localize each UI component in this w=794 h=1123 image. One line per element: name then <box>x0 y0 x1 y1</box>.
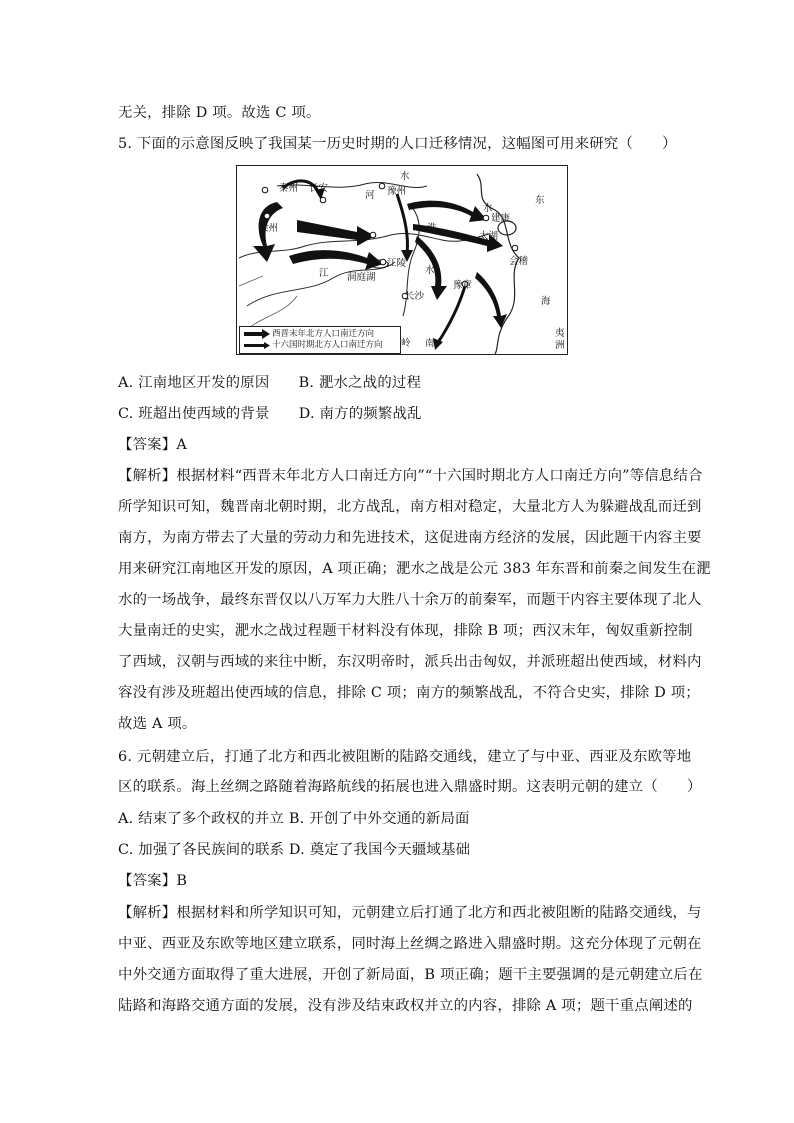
map-label-dong: 东 <box>535 195 545 206</box>
analysis-5: 【解析】根据材料“西晋末年北方人口南迁方向”“十六国时期北方人口南迁方向”等信息结合 <box>118 468 703 484</box>
question-6-stem: 区的联系。海上丝绸之路随着海路航线的拓展也进入鼎盛时期。这表明元朝的建立（ ） <box>118 779 702 795</box>
map-label-jiangling: 江陵 <box>387 258 407 269</box>
analysis-5: 了西域，汉朝与西域的来往中断，东汉明帝时，派兵出击匈奴，并派班超出使西域，材料内 <box>118 654 702 670</box>
map-label-changan: 长安 <box>309 183 329 194</box>
map-label-liangzhou: 梁州 <box>259 223 279 234</box>
answer-6: 【答案】B <box>118 873 188 889</box>
map-label-shui-mid: 水 <box>483 203 493 214</box>
map-label-yuzhou: 豫州 <box>387 186 407 197</box>
legend-western-jin: 西晋末年北方人口南迁方向 <box>272 329 375 339</box>
map-label-kuaiji: 会稽 <box>509 256 529 267</box>
map-label-nan: 南 <box>425 338 435 349</box>
map-label-jiankang: 建康 <box>491 213 511 224</box>
map-label-yi: 夷 <box>555 328 565 339</box>
map-label-huai: 淮 <box>427 223 437 234</box>
map-label-jiang: 江 <box>319 268 329 279</box>
question-6-stem: 6. 元朝建立后，打通了北方和西北被阻断的陆路交通线，建立了与中亚、西亚及东欧等地 <box>118 749 692 765</box>
option-5-cd: C. 班超出使西域的背景 D. 南方的频繁战乱 <box>118 406 422 422</box>
analysis-5: 所学知识可知，魏晋南北朝时期，北方战乱，南方相对稳定，大量北方人为躲避战乱而迁到 <box>118 499 702 515</box>
map-label-yuzhang: 豫章 <box>453 280 473 291</box>
map-label-shui-top: 水 <box>400 171 410 182</box>
text-line: 无关，排除 D 项。故选 C 项。 <box>118 105 321 121</box>
analysis-6: 中外交通方面取得了重大进展，开创了新局面，B 项正确；题干主要强调的是元朝建立后在 <box>118 967 703 983</box>
analysis-5: 南方，为南方带去了大量的劳动力和先进技术，这促进南方经济的发展，因此题干内容主要 <box>118 530 702 546</box>
question-5-stem: 5. 下面的示意图反映了我国某一历史时期的人口迁移情况，这幅图可用来研究（ ） <box>118 136 677 152</box>
analysis-5: 大量南迁的史实，淝水之战过程题干材料没有体现，排除 B 项；西汉末年，匈奴重新控制 <box>118 623 693 639</box>
map-label-shui-low: 水 <box>425 265 435 276</box>
map-label-he: 河 <box>365 190 375 201</box>
map-label-zhou: 洲 <box>555 340 565 351</box>
map-label-dongtinghu: 洞庭湖 <box>347 272 376 283</box>
analysis-6: 中亚、西亚及东欧等地区建立联系，同时海上丝绸之路进入鼎盛时期。这充分体现了元朝在 <box>118 936 702 952</box>
map-label-changsha: 长沙 <box>405 291 425 302</box>
option-5-ab: A. 江南地区开发的原因 B. 淝水之战的过程 <box>118 375 422 391</box>
analysis-6: 【解析】根据材料和所学知识可知，元朝建立后打通了北方和西北被阻断的陆路交通线，与 <box>118 905 702 921</box>
answer-5: 【答案】A <box>118 437 187 453</box>
map-legend <box>239 326 401 354</box>
option-6-ab: A. 结束了多个政权的并立 B. 开创了中外交通的新局面 <box>118 811 470 827</box>
legend-arrow-icons <box>242 327 272 353</box>
analysis-5: 故选 A 项。 <box>118 716 197 732</box>
analysis-6: 陆路和海路交通方面的发展，没有涉及结束政权并立的内容，排除 A 项；题干重点阐述的 <box>118 998 693 1014</box>
analysis-5: 水的一场战争，最终东晋仅以八万军力大胜八十余万的前秦军，而题干内容主要体现了北人 <box>118 592 702 608</box>
migration-map <box>236 165 568 355</box>
analysis-5: 用来研究江南地区开发的原因，A 项正确；淝水之战是公元 383 年东晋和前秦之间发生在淝 <box>118 561 711 577</box>
map-label-qinzhou: 秦州 <box>279 183 299 194</box>
option-6-cd: C. 加强了各民族间的联系 D. 奠定了我国今天疆域基础 <box>118 842 471 858</box>
map-label-hai: 海 <box>541 296 551 307</box>
analysis-5: 容没有涉及班超出使西域的信息，排除 C 项；南方的频繁战乱，不符合史实，排除 D 项； <box>118 685 700 701</box>
map-label-ling: 岭 <box>401 338 411 349</box>
map-label-taihu: 太湖 <box>479 231 499 242</box>
legend-sixteen-kingdoms: 十六国时期北方人口南迁方向 <box>272 340 383 350</box>
